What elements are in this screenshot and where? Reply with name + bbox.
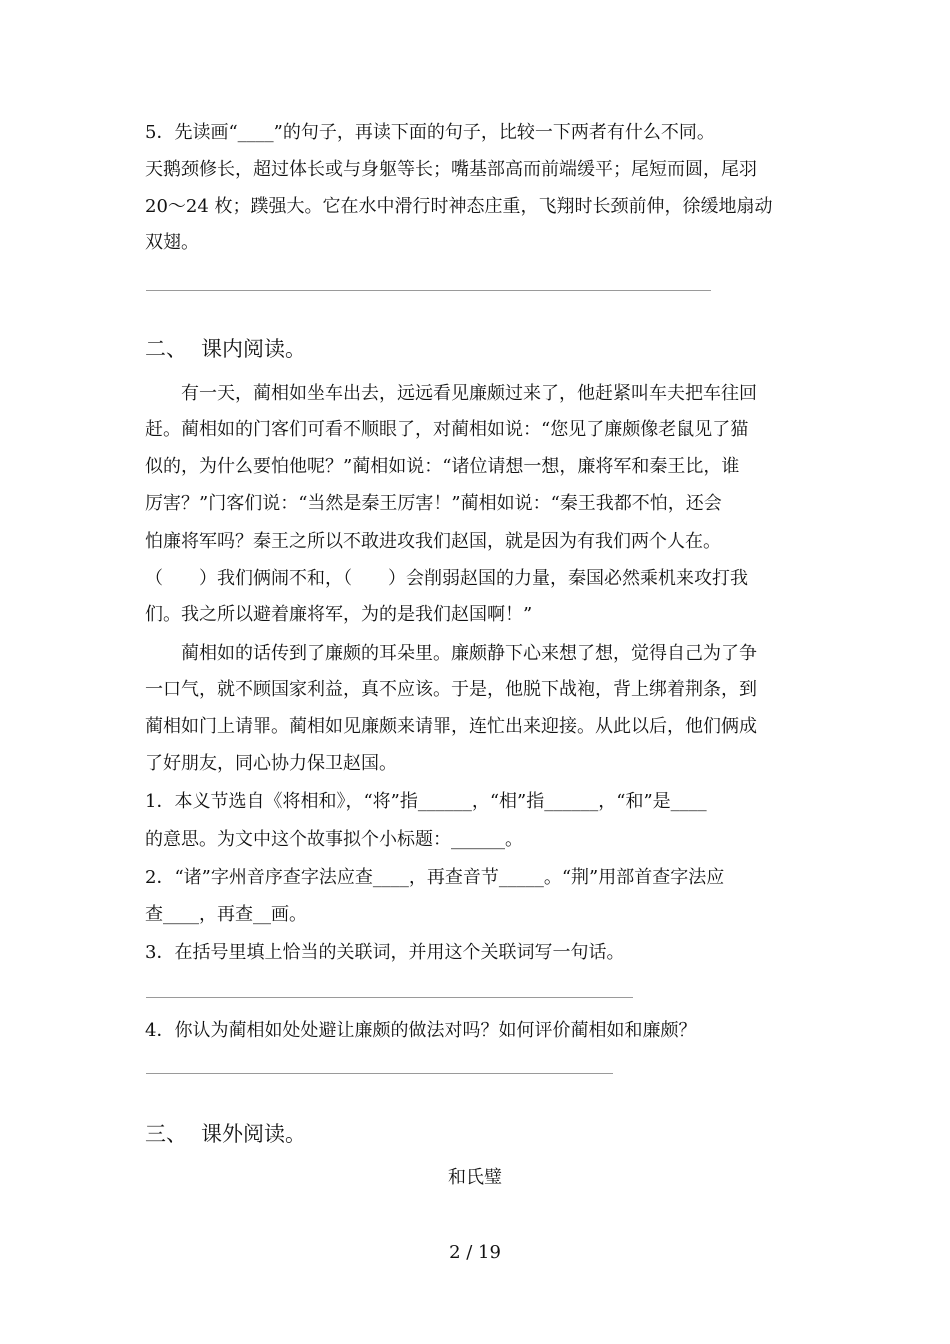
section2-question-2b: 查____，再查__画。 [145,904,307,925]
section2-text-line-6: （ ）我们俩闹不和，（ ）会削弱赵国的力量，秦国必然乘机来攻打我 [145,568,748,589]
article-title: 和氏璧 [448,1167,502,1188]
section2-title: 课内阅读。 [201,337,306,361]
section2-text-line-1: 有一天，蔺相如坐车出去，远远看见廉颇过来了，他赶紧叫车夫把车往回 [145,383,757,404]
q5-passage-line-1: 天鹅颈修长，超过体长或与身躯等长；嘴基部高而前端缓平；尾短而圆，尾羽 [145,159,757,180]
section2-text-line-4: 厉害？”门客们说：“当然是秦王厉害！”蔺相如说：“秦王我都不怕，还会 [145,493,722,514]
section2-text-line-11: 了好朋友，同心协力保卫赵国。 [145,753,397,774]
section2-text-line-7: 们。我之所以避着廉将军，为的是我们赵国啊！” [145,604,533,625]
page-number: 2 / 19 [449,1242,501,1263]
section2-number: 二、 [145,337,187,361]
section2-text-line-5: 怕廉将军吗？秦王之所以不敢进攻我们赵国，就是因为有我们两个人在。 [145,531,721,552]
section2-question-4: 4．你认为蔺相如处处避让廉颇的做法对吗？如何评价蔺相如和廉颇？ [145,1020,697,1041]
section2-question-1a: 1．本义节选自《将相和》，“将”指______，“相”指______，“和”是____ [145,791,707,812]
section2-text-line-2: 赶。蔺相如的门客们可看不顺眼了，对蔺相如说：“您见了廉颇像老鼠见了猫 [145,419,749,440]
q5-passage-line-2: 20～24 枚；蹼强大。它在水中滑行时神态庄重，飞翔时长颈前伸，徐缓地扇动 [145,196,773,217]
section2-question-3: 3．在括号里填上恰当的关联词，并用这个关联词写一句话。 [145,942,625,963]
section3-heading [145,1120,306,1148]
section2-text-line-3: 似的，为什么要怕他呢？”蔺相如说：“诸位请想一想，廉将军和秦王比，谁 [145,456,740,477]
section2-text-line-8: 蔺相如的话传到了廉颇的耳朵里。廉颇静下心来想了想，觉得自己为了争 [145,643,757,664]
section2-question-1b: 的意思。为文中这个故事拟个小标题：______。 [145,829,523,850]
section3-number: 三、 [145,1122,187,1146]
q5-prompt: 5．先读画“____”的句子，再读下面的句子，比较一下两者有什么不同。 [145,122,715,143]
section2-text-line-9: 一口气，就不顾国家利益，真不应该。于是，他脱下战袍，背上绑着荆条，到 [145,679,757,700]
section3-title: 课外阅读。 [201,1122,306,1146]
section2-heading [145,335,306,363]
q5-answer-line[interactable] [146,290,711,291]
section2-text-line-10: 蔺相如门上请罪。蔺相如见廉颇来请罪，连忙出来迎接。从此以后，他们俩成 [145,716,757,737]
q3-answer-line[interactable] [146,997,633,998]
q4-answer-line[interactable] [146,1073,613,1074]
section2-question-2a: 2．“诸”字州音序查字法应查____，再查音节_____。“荆”用部首查字法应 [145,867,725,888]
q5-passage-line-3: 双翅。 [145,232,199,253]
